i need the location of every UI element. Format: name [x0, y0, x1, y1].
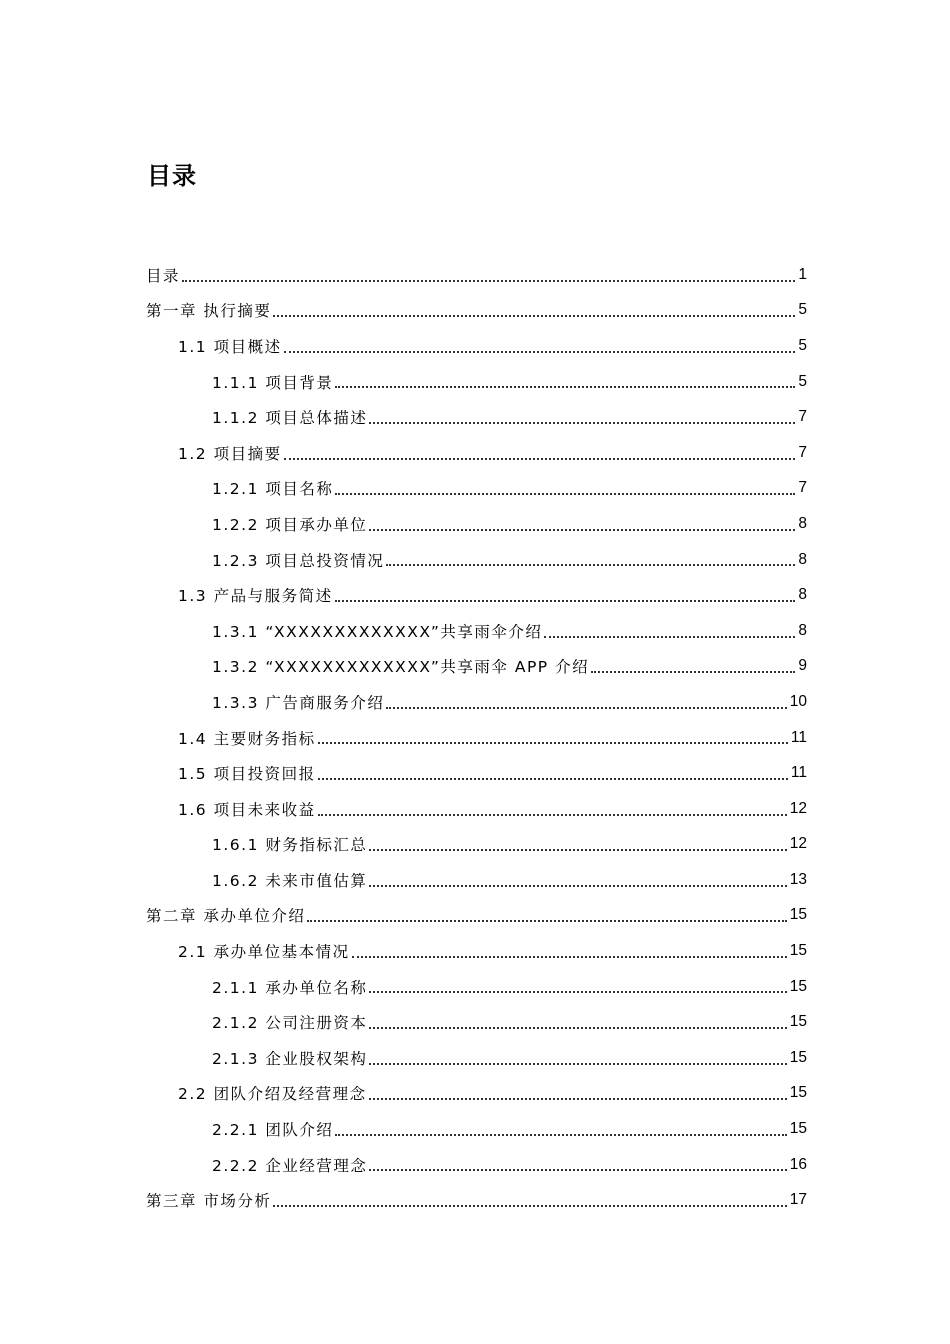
toc-page-number: 10	[789, 692, 807, 710]
toc-dot-leader	[369, 884, 786, 887]
toc-dot-leader	[182, 279, 795, 282]
toc-dot-leader	[318, 741, 788, 744]
toc-entry-label: 第三章 市场分析	[146, 1192, 272, 1211]
toc-entry[interactable]	[0, 720, 950, 756]
toc-page-number: 11	[790, 728, 807, 746]
toc-entry-label: 目录	[146, 266, 181, 285]
toc-entry[interactable]	[0, 862, 950, 898]
toc-entry[interactable]	[0, 613, 950, 649]
toc-entry-label: 1.1.1 项目背景	[212, 373, 334, 392]
toc-entry[interactable]	[0, 293, 950, 329]
toc-page-number: 15	[789, 1084, 807, 1102]
toc-entry-label: 1.1.2 项目总体描述	[212, 409, 368, 428]
toc-dot-leader	[273, 314, 795, 317]
toc-page-number: 15	[789, 942, 807, 960]
toc-entry[interactable]	[0, 827, 950, 863]
toc-page-number: 16	[789, 1155, 807, 1173]
toc-page-number: 7	[798, 443, 807, 461]
toc-entry[interactable]	[0, 649, 950, 685]
toc-entry[interactable]	[0, 898, 950, 934]
toc-entry[interactable]	[0, 577, 950, 613]
toc-dot-leader	[284, 350, 796, 353]
toc-entry[interactable]	[0, 328, 950, 364]
toc-entry-label: 1.2.1 项目名称	[212, 480, 334, 499]
toc-dot-leader	[369, 848, 786, 851]
toc-heading: 目录	[147, 162, 197, 190]
toc-entry[interactable]	[0, 435, 950, 471]
toc-page-number: 5	[798, 301, 807, 319]
toc-page-number: 15	[789, 1048, 807, 1066]
toc-entry-label: 2.1.3 企业股权架构	[212, 1049, 368, 1068]
toc-entry[interactable]	[0, 1040, 950, 1076]
toc-entry[interactable]	[0, 1076, 950, 1112]
toc-dot-leader	[544, 635, 795, 638]
toc-dot-leader	[369, 990, 786, 993]
toc-dot-leader	[369, 1097, 787, 1100]
toc-dot-leader	[352, 955, 787, 958]
toc-page-number: 8	[798, 586, 807, 604]
toc-page-number: 7	[798, 479, 807, 497]
toc-entry-label: 1.6 项目未来收益	[178, 800, 316, 819]
toc-dot-leader	[318, 777, 788, 780]
toc-entry-label: 1.2.2 项目承办单位	[212, 515, 368, 534]
toc-entry-label: 第二章 承办单位介绍	[146, 907, 306, 926]
toc-dot-leader	[386, 706, 786, 709]
toc-entry-label: 1.3.1 “XXXXXXXXXXXXX”共享雨伞介绍	[212, 622, 543, 641]
toc-entry-label: 2.2 团队介绍及经营理念	[178, 1085, 367, 1104]
toc-entry[interactable]	[0, 1111, 950, 1147]
toc-page-number: 15	[789, 977, 807, 995]
toc-entry[interactable]	[0, 1004, 950, 1040]
toc-entry[interactable]	[0, 1147, 950, 1183]
toc-dot-leader	[335, 385, 795, 388]
toc-dot-leader	[318, 813, 787, 816]
toc-dot-leader	[335, 599, 796, 602]
toc-page-number: 1	[798, 265, 807, 283]
toc-entry-label: 1.3.2 “XXXXXXXXXXXXX”共享雨伞 APP 介绍	[212, 658, 590, 677]
toc-entry-label: 2.2.1 团队介绍	[212, 1121, 334, 1140]
toc-dot-leader	[369, 421, 795, 424]
toc-entry-label: 1.4 主要财务指标	[178, 729, 316, 748]
toc-entry[interactable]	[0, 684, 950, 720]
toc-entry-label: 1.2 项目摘要	[178, 444, 282, 463]
toc-entry-label: 第一章 执行摘要	[146, 302, 272, 321]
toc-page-number: 12	[789, 799, 807, 817]
toc-page-number: 9	[798, 657, 807, 675]
toc-entry-label: 1.3 产品与服务简述	[178, 587, 333, 606]
toc-dot-leader	[369, 528, 795, 531]
toc-entry-label: 1.3.3 广告商服务介绍	[212, 693, 385, 712]
toc-entry-label: 1.6.2 未来市值估算	[212, 871, 368, 890]
toc-page-number: 12	[789, 835, 807, 853]
toc-page-number: 7	[798, 408, 807, 426]
toc-dot-leader	[273, 1204, 786, 1207]
toc-entry-label: 1.1 项目概述	[178, 337, 282, 356]
toc-page-number: 11	[790, 764, 807, 782]
toc-entry[interactable]	[0, 471, 950, 507]
toc-page-number: 15	[789, 1013, 807, 1031]
toc-entry[interactable]	[0, 399, 950, 435]
toc-entry[interactable]	[0, 1182, 950, 1218]
toc-page-number: 5	[798, 372, 807, 390]
toc-page-number: 13	[789, 870, 807, 888]
toc-page-number: 8	[798, 514, 807, 532]
toc-dot-leader	[591, 670, 795, 673]
toc-entry-label: 1.5 项目投资回报	[178, 765, 316, 784]
toc-entry[interactable]	[0, 791, 950, 827]
toc-dot-leader	[369, 1062, 786, 1065]
toc-entry[interactable]	[0, 542, 950, 578]
toc-page-number: 15	[789, 1120, 807, 1138]
toc-entry-label: 2.1.2 公司注册资本	[212, 1014, 368, 1033]
toc-dot-leader	[284, 457, 796, 460]
toc-page-number: 17	[789, 1191, 807, 1209]
toc-entry[interactable]	[0, 364, 950, 400]
toc-entry[interactable]	[0, 257, 950, 293]
toc-dot-leader	[335, 1133, 786, 1136]
toc-entry[interactable]	[0, 506, 950, 542]
toc-dot-leader	[369, 1026, 786, 1029]
toc-page-number: 8	[798, 621, 807, 639]
toc-page-number: 8	[798, 550, 807, 568]
toc-dot-leader	[335, 492, 795, 495]
toc-entry-label: 2.1.1 承办单位名称	[212, 978, 368, 997]
toc-entry[interactable]	[0, 933, 950, 969]
toc-dot-leader	[307, 919, 786, 922]
toc-entry-label: 1.2.3 项目总投资情况	[212, 551, 385, 570]
toc-entry-label: 1.6.1 财务指标汇总	[212, 836, 368, 855]
toc-entry[interactable]	[0, 969, 950, 1005]
toc-dot-leader	[386, 563, 795, 566]
toc-page-number: 15	[789, 906, 807, 924]
toc-entry-label: 2.1 承办单位基本情况	[178, 943, 350, 962]
table-of-contents	[0, 257, 950, 1218]
toc-dot-leader	[369, 1168, 786, 1171]
toc-entry[interactable]	[0, 755, 950, 791]
toc-entry-label: 2.2.2 企业经营理念	[212, 1156, 368, 1175]
toc-page-number: 5	[798, 336, 807, 354]
